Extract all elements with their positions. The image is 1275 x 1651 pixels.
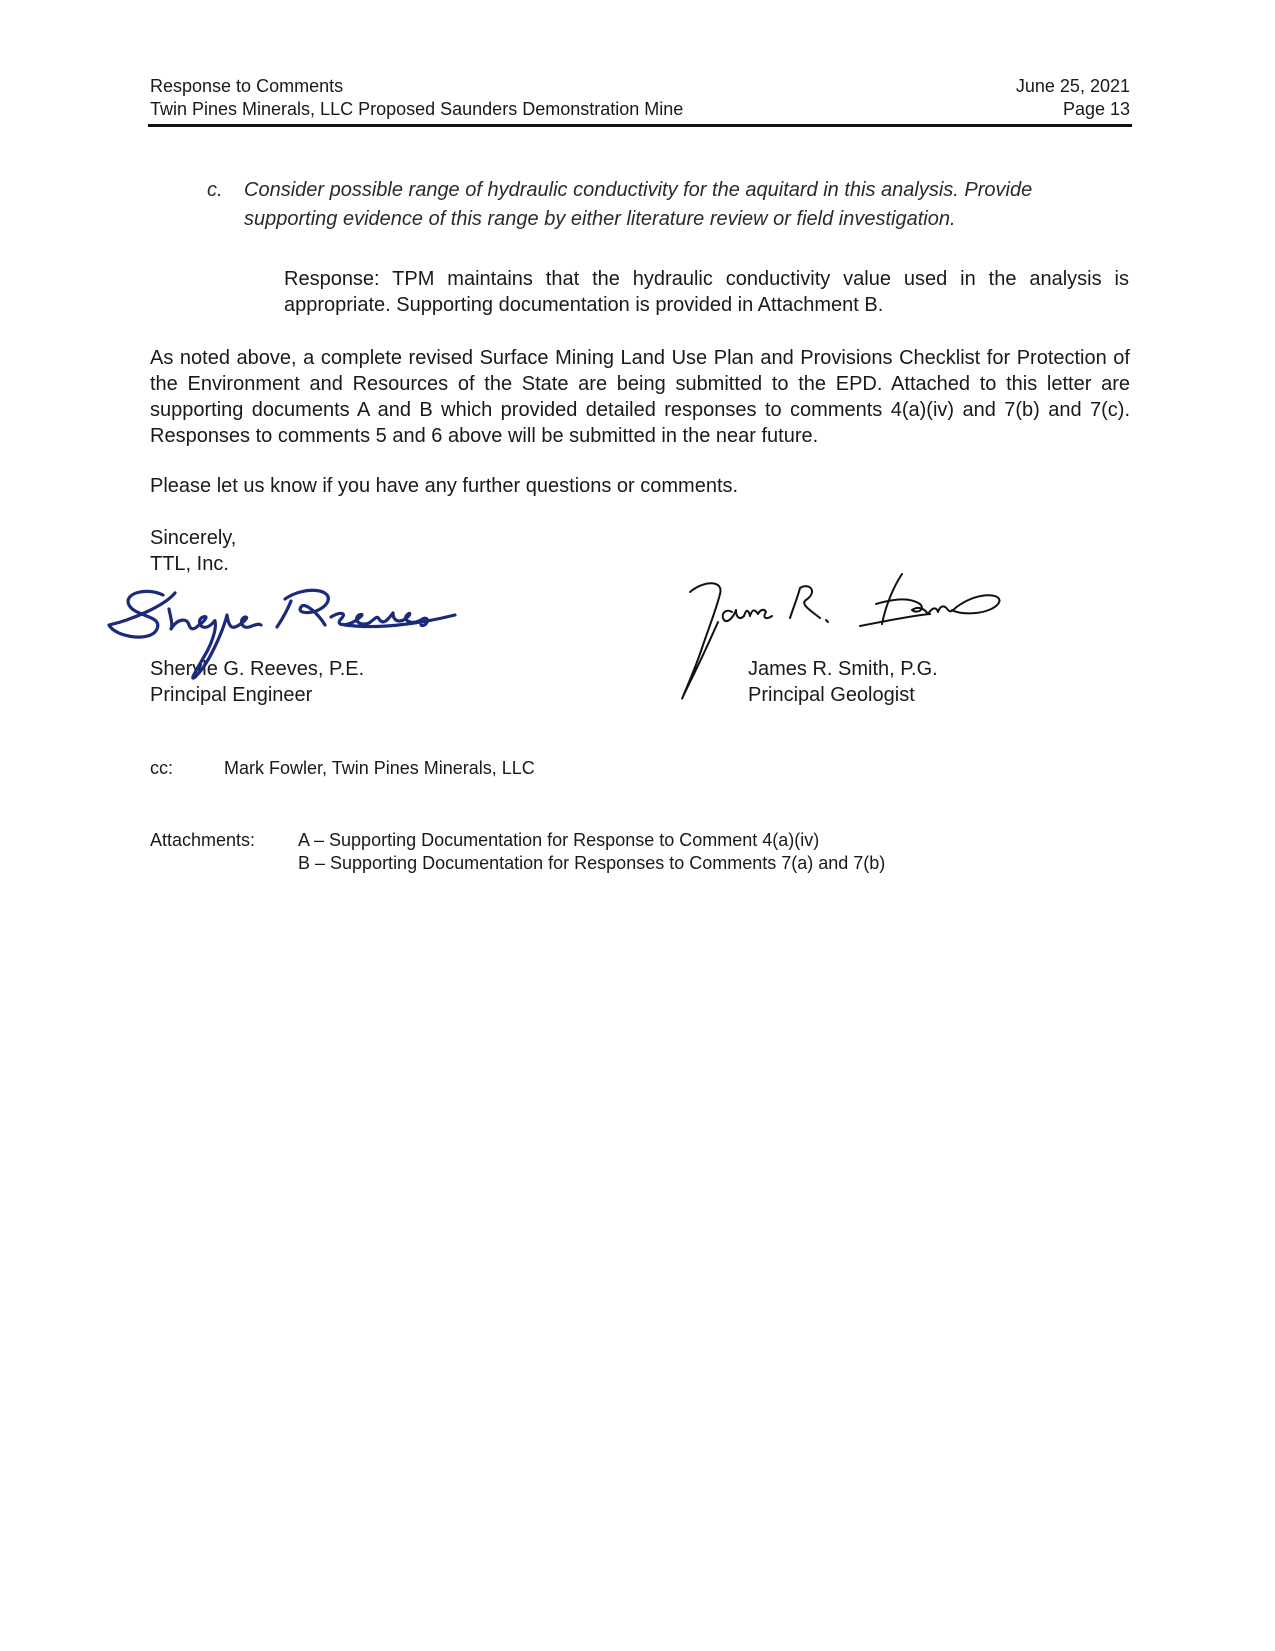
signatory-name: Sheryle G. Reeves, P.E. [150,658,365,680]
body-paragraph-questions: Please let us know if you have any further questions or comments. [150,475,739,497]
attachments-label: Attachments: [150,830,256,850]
attachment-item: B – Supporting Documentation for Responses to Comments 7(a) and 7(b) [298,853,886,873]
signatory-title: Principal Geologist [748,684,915,706]
signature-smith-icon [680,570,1010,705]
header-project-name: Twin Pines Minerals, LLC Proposed Saunders Demonstration Mine [150,99,684,119]
comment-item-marker: c. [207,179,223,201]
header-page-number: Page 13 [1062,99,1130,119]
signatory-title: Principal Engineer [150,684,313,706]
page-header [150,75,1130,121]
body-paragraph-noted: As noted above, a complete revised Surface Mining Land Use Plan and Provisions Checklist for Protection of the Environment and Resources of the State are being submitted to the EPD. Attached to this letter are supporting documents A and B which provided detailed responses to comments 4(a)(iv) and 7(b) and 7(c). Responses to comments 5 and 6 above will be submitted in the near future. [150,347,1130,447]
cc-recipient: Mark Fowler, Twin Pines Minerals, LLC [224,758,535,778]
comment-item-text: Consider possible range of hydraulic conductivity for the aquitard in this analysis. Provide supporting evidence of this range by either literature review or field investigation. [244,179,1033,230]
response-paragraph: Response: TPM maintains that the hydraulic conductivity value used in the analysis is appropriate. Supporting documentation is provided in Attachment B. [284,268,1129,316]
closing-salutation: Sincerely, [150,527,237,549]
comment-item-c [207,176,1127,234]
attachment-item: A – Supporting Documentation for Response to Comment 4(a)(iv) [298,830,820,850]
header-rule [148,124,1132,127]
cc-label: cc: [150,758,174,778]
signatory-name: James R. Smith, P.G. [748,658,938,680]
attachments-list [298,829,885,875]
closing-company: TTL, Inc. [150,553,229,575]
closing-block [150,525,236,577]
signature-reeves-icon [105,585,475,690]
header-date: June 25, 2021 [1015,76,1130,96]
header-document-title: Response to Comments [150,76,344,96]
